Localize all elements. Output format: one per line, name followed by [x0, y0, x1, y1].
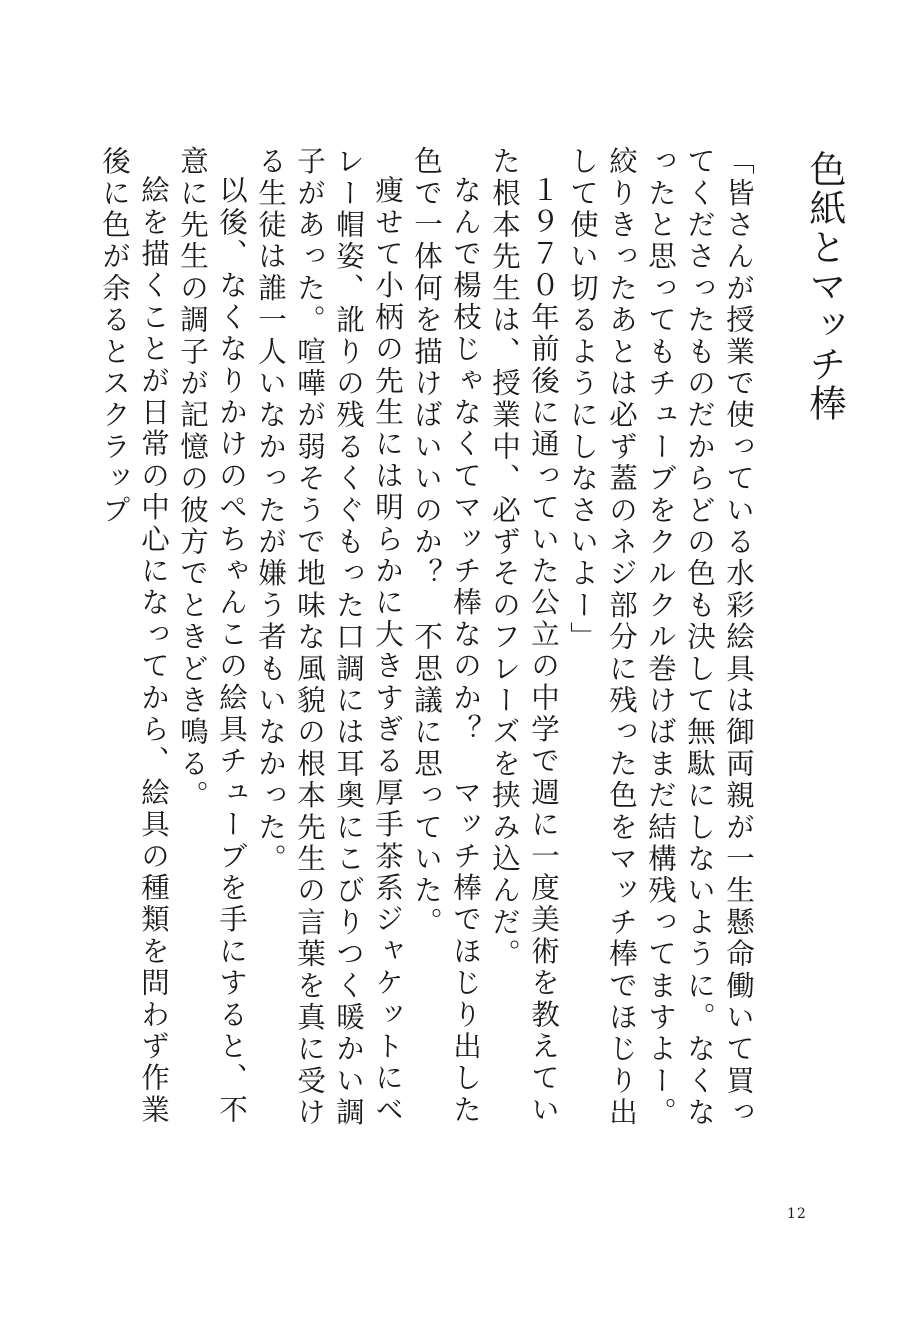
body-text — [95, 146, 758, 1146]
paragraph-question: なんで楊枝じゃなくてマッチ棒なのか？ マッチ棒でほじり出した色で一体何を描けばいいのか？ 不思議に思っていた。 — [410, 146, 482, 1126]
paragraph-continuation: 絵を描くことが日常の中心になってから、絵具の種類を問わず作業後に色が余るとスクラップ — [98, 146, 170, 1126]
paragraph-teacher: １９７０年前後に通っていた公立の中学で週に一度美術を教えていた根本先生は、授業中、必ずそのフレーズを挟み込んだ。 — [488, 146, 560, 1126]
page-number: 12 — [787, 1206, 807, 1222]
paragraph-memory: 以後、なくなりかけのぺちゃんこの絵具チューブを手にすると、不意に先生の調子が記憶の彼方でときどき鳴る。 — [176, 146, 248, 1126]
paragraph-quote: 「皆さんが授業で使っている水彩絵具は御両親が一生懸命働いて買ってくださったものだからどの色も決して無駄にしないように。なくなったと思ってもチューブをクルクル巻けばまだ結構残ってますよー。絞りきったあとは必ず蓋のネジ部分に残った色をマッチ棒でほじり出して使い切るようにしなさいよー」 — [566, 146, 755, 1129]
chapter-title: 色紙とマッチ棒 — [803, 150, 846, 423]
paragraph-description: 痩せて小柄の先生には明らかに大きすぎる厚手茶系ジャケットにベレー帽姿、訛りの残るくぐもった口調には耳奥にこびりつく暖かい調子があった。喧嘩が弱そうで地味な風貌の根本先生の言葉を真に受ける生徒は誰一人いなかったが嫌う者もいなかった。 — [254, 146, 404, 1129]
